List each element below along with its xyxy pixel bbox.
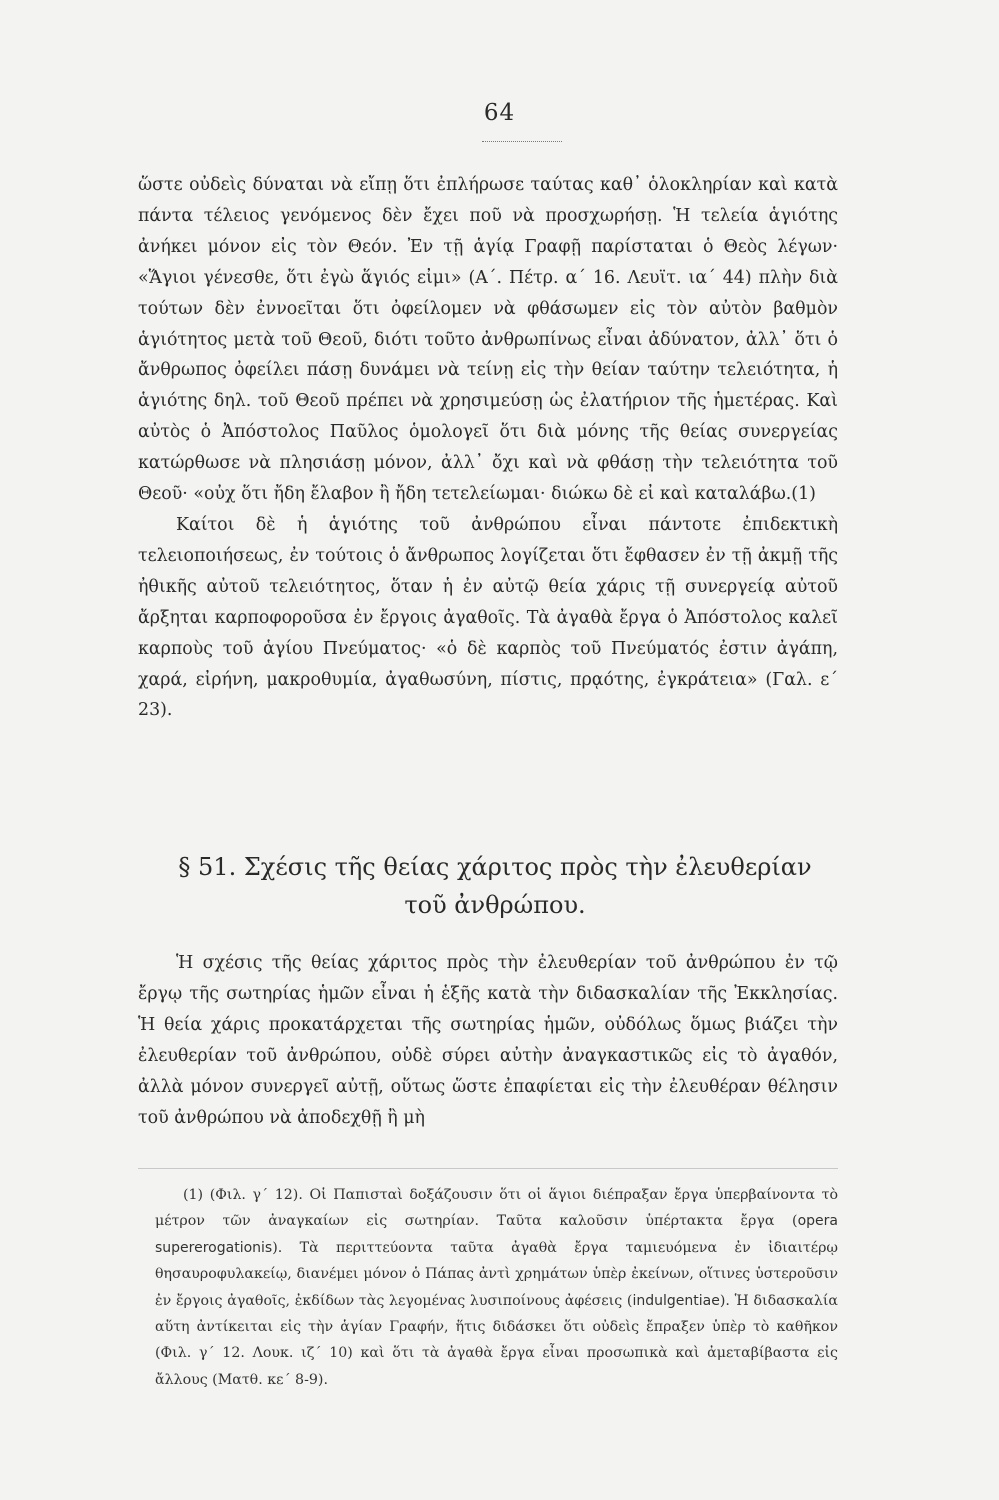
page-number: 64 [483, 100, 516, 126]
section-heading-line: τοῦ ἀνθρώπου. [404, 891, 586, 919]
footnote [155, 1182, 838, 1393]
footnote-text: (1) (Φιλ. γ΄ 12). Οἱ Παπισταὶ δοξάζουσιν ὅτι οἱ ἅγιοι διέπραξαν ἔργα ὑπερβαίνοντα τὸ μέτρον τῶν ἀναγκαίων εἰς σωτηρίαν. Ταῦτα καλοῦσιν ὑπέρτακτα ἔργα ( [155, 1187, 838, 1230]
footnote-text: ). Ἡ διδασκαλία αὕτη ἀντίκειται εἰς τὴν ἁγίαν Γραφήν, ἥτις διδάσκει ὅτι οὐδεὶς ἔπραξεν ὑπὲρ τὸ καθῆκον (Φιλ. γ΄ 12. Λουκ. ιζ΄ 10) καὶ ὅτι τὰ ἀγαθὰ ἔργα εἶναι προσωπικὰ καὶ ἀμεταβίβαστα εἰς ἄλλους (Ματθ. κε΄ 8-9). [155, 1292, 839, 1388]
page-number-rule [482, 141, 562, 142]
footnote-latin-term: opera supererogationis [155, 1213, 838, 1256]
footnote-text: ). Τὰ περιττεύοντα ταῦτα ἀγαθὰ ἔργα ταμιευόμενα ἐν ἰδιαιτέρῳ θησαυροφυλακείῳ, διανέμει μόνον ὁ Πάπας ἀντὶ χρημάτων ὑπὲρ ἐκείνων, οἵτινες ὑστεροῦσιν ἐν ἔργοις ἀγαθοῖς, ἐκδίδων τὰς λεγομένας λυσιποίνους ἀφέσεις ( [155, 1239, 838, 1309]
paragraph: Ἡ σχέσις τῆς θείας χάριτος πρὸς τὴν ἐλευθερίαν τοῦ ἀνθρώπου ἐν τῷ ἔργῳ τῆς σωτηρίας ἡμῶν εἶναι ἡ ἑξῆς κατὰ τὴν διδασκαλίαν τῆς Ἐκκλησίας. Ἡ θεία χάρις προκατάρχεται τῆς σωτηρίας ἡμῶν, οὐδόλως ὅμως βιάζει τὴν ἐλευθερίαν τοῦ ἀνθρώπου, οὐδὲ σύρει αὐτὴν ἀναγκαστικῶς εἰς τὸ ἀγαθόν, ἀλλὰ μόνον συνεργεῖ αὐτῇ, οὕτως ὥστε ἐπαφίεται εἰς τὴν ἐλευθέραν θέλησιν τοῦ ἀνθρώπου νὰ ἀποδεχθῇ ἢ μὴ [138, 953, 838, 1128]
footnotes [155, 1182, 838, 1393]
section-heading-line: § 51. Σχέσις τῆς θείας χάριτος πρὸς τὴν ἐλευθερίαν [178, 853, 812, 881]
main-text [138, 170, 838, 726]
paragraph: Καίτοι δὲ ἡ ἁγιότης τοῦ ἀνθρώπου εἶναι πάντοτε ἐπιδεκτικὴ τελειοποιήσεως, ἐν τούτοις ὁ ἄνθρωπος λογίζεται ὅτι ἔφθασεν ἐν τῇ ἀκμῇ τῆς ἠθικῆς αὐτοῦ τελειότητος, ὅταν ἡ ἐν αὐτῷ θεία χάρις τῇ συνεργείᾳ αὐτοῦ ἄρξηται καρποφοροῦσα ἐν ἔργοις ἀγαθοῖς. Τὰ ἀγαθὰ ἔργα ὁ Ἀπόστολος καλεῖ καρποὺς τοῦ ἁγίου Πνεύματος· «ὁ δὲ καρπὸς τοῦ Πνεύματός ἐστιν ἀγάπη, χαρά, εἰρήνη, μακροθυμία, ἀγαθωσύνη, πίστις, πρᾳότης, ἐγκράτεια» (Γαλ. ε΄ 23). [138, 514, 838, 721]
section-heading [150, 848, 840, 924]
section-text [138, 948, 838, 1133]
footnote-divider [138, 1168, 838, 1169]
paragraph-continued: ὥστε οὐδεὶς δύναται νὰ εἴπῃ ὅτι ἐπλήρωσε ταύτας καθ᾽ ὁλοκληρίαν καὶ κατὰ πάντα τέλειος γενόμενος δὲν ἔχει ποῦ νὰ προσχωρήσῃ. Ἡ τελεία ἁγιότης ἀνήκει μόνον εἰς τὸν Θεόν. Ἐν τῇ ἁγίᾳ Γραφῇ παρίσταται ὁ Θεὸς λέγων· «Ἅγιοι γένεσθε, ὅτι ἐγὼ ἅγιός εἰμι» (Α΄. Πέτρ. α΄ 16. Λευϊτ. ια΄ 44) πλὴν διὰ τούτων δὲν ἐννοεῖται ὅτι ὀφείλομεν νὰ φθάσωμεν εἰς τὸν αὐτὸν βαθμὸν ἁγιότητος μετὰ τοῦ Θεοῦ, διότι τοῦτο ἀνθρωπίνως εἶναι ἀδύνατον, ἀλλ᾽ ὅτι ὁ ἄνθρωπος ὀφείλει πάσῃ δυνάμει νὰ τείνῃ εἰς τὴν θείαν ταύτην τελειότητα, ἡ ἁγιότης δηλ. τοῦ Θεοῦ πρέπει νὰ χρησιμεύσῃ ὡς ἐλατήριον τῆς ἡμετέρας. Καὶ αὐτὸς ὁ Ἀπόστολος Παῦλος ὁμολογεῖ ὅτι διὰ μόνης τῆς θείας συνεργείας κατώρθωσε νὰ πλησιάσῃ μόνον, ἀλλ᾽ ὄχι καὶ νὰ φθάσῃ τὴν τελειότητα τοῦ Θεοῦ· «οὐχ ὅτι ἤδη ἔλαβον ἢ ἤδη τετελείωμαι· διώκω δὲ εἰ καὶ καταλάβω.(1) [138, 175, 838, 505]
footnote-latin-term: indulgentiae [632, 1292, 720, 1309]
